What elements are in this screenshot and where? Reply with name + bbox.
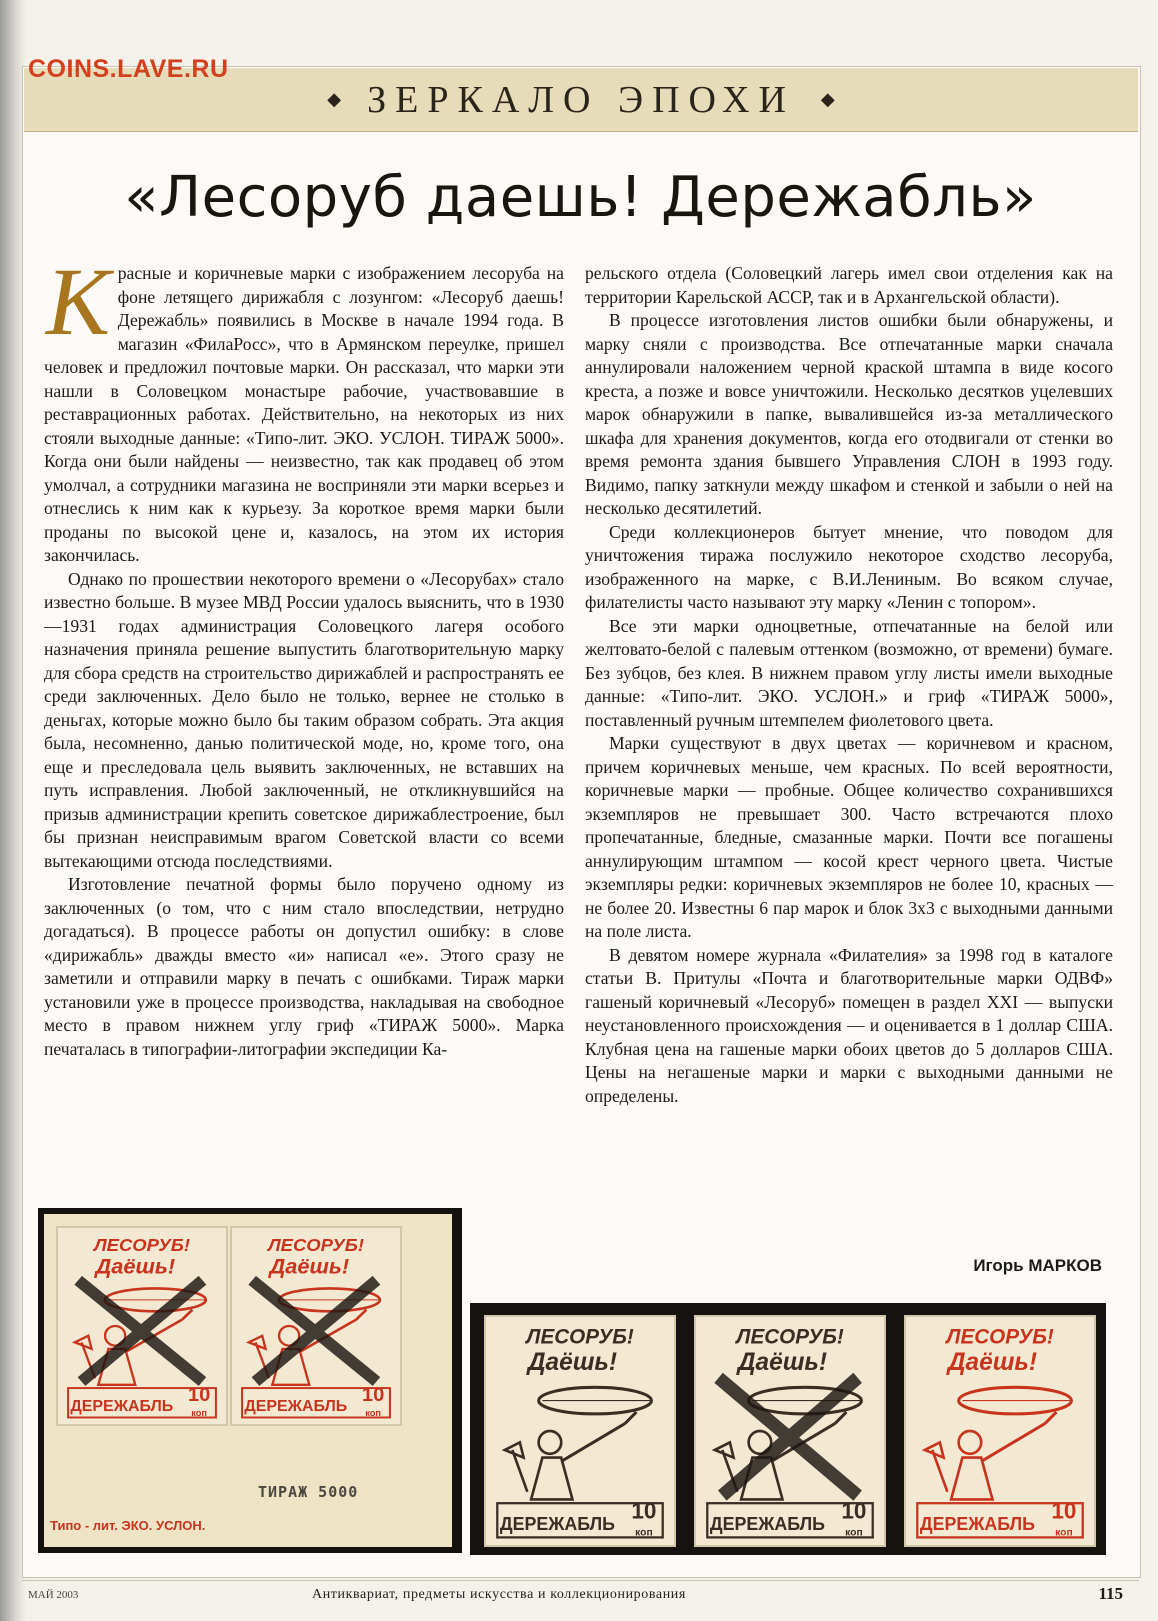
- raised-arm-icon: [561, 1412, 636, 1461]
- stamp-bottom-text: ДЕРЕЖАБЛЬ: [919, 1513, 1036, 1534]
- paragraph: В девятом номере журнала «Филателия» за 1998 год в каталоге статьи В. Притулы «Почта и благотворительные марки ОДВФ» гашеный коричневый «Лесоруб» помещен в раздел XXI — выпуски неустановленного происхождения — и оценивается в 1 доллар США. Клубная цена на гашеные марки обоих цветов до 5 долларов США. Цены на негашеные марки и марки с выходными данными не определены.: [585, 944, 1113, 1106]
- article-column-right: [585, 262, 1113, 1108]
- three-stamps-photo: [470, 1303, 1106, 1555]
- stamp-brown: [484, 1315, 676, 1547]
- stamp-bottom-text: ДЕРЕЖАБЛЬ: [244, 1398, 348, 1415]
- site-watermark: COINS.LAVE.RU: [28, 55, 229, 83]
- stamp-red: [904, 1315, 1096, 1547]
- stamp-top-text: ЛЕСОРУБ!: [93, 1235, 191, 1255]
- stamp-bottom-text: ДЕРЕЖАБЛЬ: [499, 1513, 616, 1534]
- stamp-artwork: [696, 1317, 884, 1545]
- stamp-unit: коп: [635, 1527, 653, 1539]
- article-title: «Лесоруб даешь! Дережабль»: [124, 165, 1037, 230]
- stamp-value: 10: [187, 1384, 211, 1407]
- lumberjack-body-icon: [531, 1458, 572, 1500]
- stamp-value: 10: [841, 1497, 867, 1524]
- stamp-value: 10: [1051, 1497, 1077, 1524]
- lumberjack-head-icon: [959, 1431, 982, 1454]
- paragraph: Марки существуют в двух цветах — коричневом и красном, причем коричневых меньше, чем красных. По всей вероятности, коричневые марки — пробные. Общее количество сохранившихся экземпляров не превышает 300. Часто встречаются плохо пропечатанные, бледные, смазанные марки. Почти все погашены аннулирующим штампом — косой крест черного цвета. Чистые экземпляры редки: коричневых экземпляров не более 10, красных — не более 20. Известны 6 пар марок и блок 3х3 с выходными данными на поле листа.: [585, 733, 1113, 941]
- stamp-slogan: Даёшь!: [269, 1255, 350, 1279]
- paragraph: Среди коллекционеров бытует мнение, что поводом для уничтожения тиража послужило некоторое сходство лесоруба, изображенного на марке, с В.И.Лениным. Во всяком случае, филателисты часто называют эту марку «Ленин с топором».: [585, 521, 1113, 612]
- diamond-ornament-icon: ◆: [327, 89, 342, 109]
- page-footer: [22, 1580, 1139, 1611]
- article-column-left: [44, 248, 564, 1061]
- paragraph: В процессе изготовления листов ошибки были обнаружены, и марку сняли с производства. Все отпечатанные марки сначала аннулировали наложением черной краской штампа в виде косого креста, а позже и вовсе уничтожили. Несколько десятков уцелевших марок обнаружили в папке, вывалившейся из-за металлического шкафа для хранения документов, когда его отодвигали от стенки во время ремонта здания бывшего Управления СЛОН в 1993 году. Видимо, папку заткнули между шкафом и стенкой и забыли о ней на несколько десятилетий.: [585, 310, 1113, 518]
- stamp-top-text: ЛЕСОРУБ!: [526, 1325, 634, 1349]
- rubric-title: ЗЕРКАЛО ЭПОХИ: [367, 78, 795, 121]
- axe-icon: [925, 1442, 948, 1491]
- cancel-cross-icon: [719, 1378, 858, 1496]
- stamp-top-text: ЛЕСОРУБ!: [267, 1235, 365, 1255]
- diamond-ornament-icon: ◆: [820, 89, 835, 109]
- stamp-artwork: [232, 1228, 400, 1424]
- stamp-slogan: Даёшь!: [95, 1255, 176, 1279]
- paragraph: Все эти марки одноцветные, отпечатанные на белой или желтовато-белой с палевым оттенком (возможно, от времени) бумаге. Без зубцов, без клея. В нижнем правом углу листы имели выходные данные: «Типо-лит. ЭКО. УСЛОН.» и гриф «ТИРАЖ 5000», поставленный ручным штемпелем фиолетового цвета.: [585, 615, 1113, 730]
- raised-arm-icon: [981, 1412, 1056, 1461]
- page-number: 115: [1098, 1584, 1123, 1603]
- stamp-bottom-text: ДЕРЕЖАБЛЬ: [709, 1513, 826, 1534]
- stamp-slogan: Даёшь!: [737, 1349, 828, 1377]
- stamp-artwork: [906, 1317, 1094, 1545]
- stamp-value: 10: [361, 1384, 385, 1407]
- stamp-artwork: [58, 1228, 226, 1424]
- stamp-pair-photo: [38, 1208, 462, 1553]
- stamp-slogan: Даёшь!: [527, 1349, 618, 1377]
- cancel-cross-icon: [78, 1280, 202, 1381]
- stamp-sheet-margin: [44, 1214, 452, 1547]
- stamp-top-text: ЛЕСОРУБ!: [736, 1325, 844, 1349]
- stamp-artwork: [486, 1317, 674, 1545]
- drop-cap: К: [46, 248, 110, 355]
- stamp-value: 10: [631, 1497, 657, 1524]
- axe-icon: [505, 1442, 528, 1491]
- stamp-unit: коп: [1055, 1527, 1073, 1539]
- stamp-unit: коп: [365, 1407, 381, 1418]
- issue-date: МАЙ 2003: [28, 1589, 79, 1601]
- paragraph: Изготовление печатной формы было поручено одному из заключенных (о том, что с ним стало впоследствии, нетрудно догадаться). В процессе работы он допустил ошибку: в слове «дирижабль» дважды вместо «и» написал «е». Этого сразу не заметили и отправили марку в печать с ошибками. Тираж марки установили уже в процессе производства, накладывая на свободное место в правом нижнем углу гриф «ТИРАЖ 5000». Марка печаталась в типографии-литографии экспедиции Ка-: [44, 874, 564, 1059]
- stamp-top-text: ЛЕСОРУБ!: [946, 1325, 1054, 1349]
- stamp-brown-cancelled: [694, 1315, 886, 1547]
- stamp-unit: коп: [845, 1527, 863, 1539]
- lumberjack-body-icon: [951, 1458, 992, 1500]
- stamp-red-cancelled: [230, 1226, 402, 1426]
- paragraph: рельского отдела (Соловецкий лагерь имел свои отделения как на территории Карельской АССР, так и в Архангельской области).: [585, 263, 1113, 307]
- stamp-bottom-text: ДЕРЕЖАБЛЬ: [70, 1398, 174, 1415]
- article-author: Игорь МАРКОВ: [973, 1256, 1102, 1275]
- lumberjack-head-icon: [539, 1431, 562, 1454]
- magazine-name: Антиквариат, предметы искусства и коллекционирования: [312, 1587, 686, 1602]
- printer-imprint: Типо - лит. ЭКО. УСЛОН.: [50, 1518, 206, 1533]
- cancel-cross-icon: [252, 1280, 376, 1381]
- paragraph: расные и коричневые марки с изображением лесоруба на фоне летящего дирижабля с лозунгом: «Лесоруб даешь! Дережабль» появились в Москве в начале 1994 года. В магазин «ФилаРосс», что в Армянском переулке, пришел человек и предложил почтовые марки. Он рассказал, что марки эти нашли в Соловецком монастыре рабочие, участвовавшие в реставрационных работах. Действительно, на некоторых из них стояли выходные данные: «Типо-лит. ЭКО. УСЛОН. ТИРАЖ 5000». Когда они были найдены — неизвестно, так как продавец об этом умолчал, а сотрудники магазина не восприняли эти марки всерьез и отнеслись к ним как к курьезу. За короткое время марки были проданы по высокой цене и, казалось, на этом их история закончилась.: [44, 263, 564, 565]
- paragraph: Однако по прошествии некоторого времени о «Лесорубах» стало известно больше. В музее МВД России удалось выяснить, что в 1930—1931 годах администрация Соловецкого лагеря особого назначения приняла решение выпустить благотворительную марку для сбора средств на строительство дирижаблей и распространять ее среди заключенных. Дело было не только, вернее не столько в деньгах, которые можно было бы таким образом собрать. Эта акция была, несомненно, данью политической моде, но, кроме того, она еще и преследовала цель выявить заключенных, не вставших на путь исправления. Любой заключенный, не откликнувшийся на призыв администрации крепить советское дирижаблестроение, был бы признан неисправимым врагом Советской власти со всеми вытекающими отсюда последствиями.: [44, 568, 564, 871]
- stamp-slogan: Даёшь!: [947, 1349, 1038, 1377]
- stamp-red-cancelled: [56, 1226, 228, 1426]
- stamp-unit: коп: [191, 1407, 207, 1418]
- tirazh-overprint: ТИРАЖ 5000: [258, 1483, 359, 1501]
